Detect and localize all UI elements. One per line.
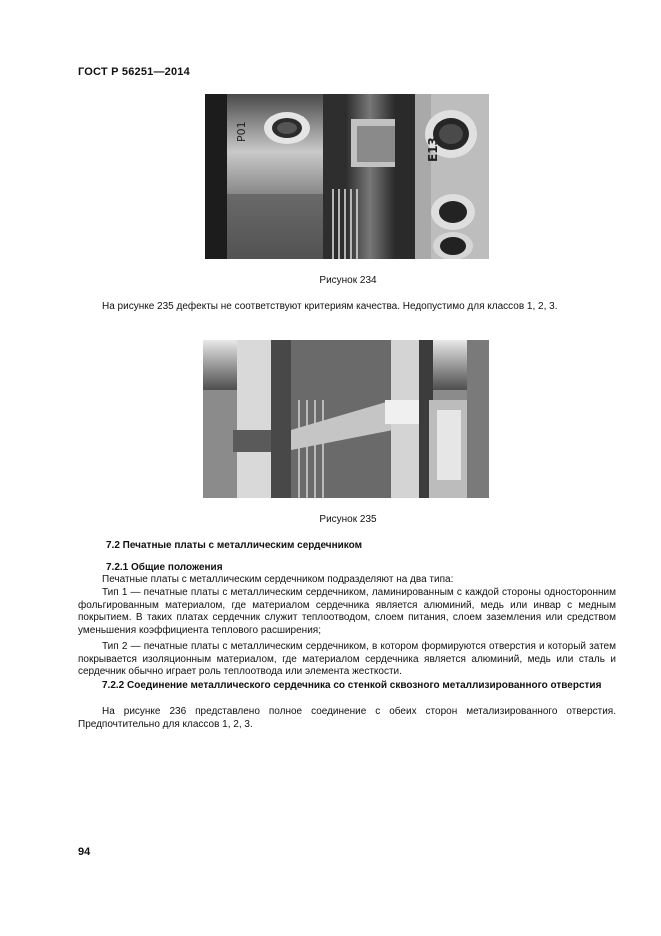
section-7-2-1-paragraph-2: Тип 1 — печатные платы с металлическим сердечником, ламинированным с каждой стороны односторонним фольгированным материалом, где материалом сердечника является алюминий, медь или инвар с медным покрытием. В таких платах сердечник служит теплоотводом, слоем питания, слоем заземления или средством уменьшения коэффициента теплового расширения;: [78, 587, 616, 636]
section-7-2-1-title: 7.2.1 Общие положения: [106, 562, 223, 573]
figure-234-marking-right: E13: [426, 137, 440, 162]
figure-234-caption: Рисунок 234: [319, 275, 377, 286]
figure-235-caption: Рисунок 235: [319, 514, 377, 525]
document-header: ГОСТ Р 56251—2014: [78, 66, 190, 78]
figure-235-photo: [203, 340, 489, 498]
section-7-2-1-paragraph-3: Тип 2 — печатные платы с металлическим сердечником, в котором формируются отверстия и который затем покрывается изоляционным материалом, где материалом сердечника является алюминий, медь или сталь и сердечник обычно играет роль теплоотвода или элемента жесткости.: [78, 641, 616, 677]
section-7-2-2-title: 7.2.2 Соединение металлического сердечника со стенкой сквозного металлизированного отверстия: [102, 680, 602, 691]
figure-234-marking-left: P01: [235, 121, 248, 142]
page-number: 94: [78, 846, 91, 858]
figure-234-photo: [205, 94, 489, 259]
section-7-2-1-paragraph-1: Печатные платы с металлическим сердечником подразделяют на два типа:: [102, 574, 454, 585]
paragraph-figure-235-description: На рисунке 235 дефекты не соответствуют критериям качества. Недопустимо для классов 1, 2, 3.: [102, 301, 558, 312]
section-7-2-2-paragraph-1: На рисунке 236 представлено полное соединение с обеих сторон метализированного отверстия. Предпочтительно для классов 1, 2, 3.: [78, 706, 616, 730]
section-7-2-title: 7.2 Печатные платы с металлическим сердечником: [106, 540, 363, 551]
